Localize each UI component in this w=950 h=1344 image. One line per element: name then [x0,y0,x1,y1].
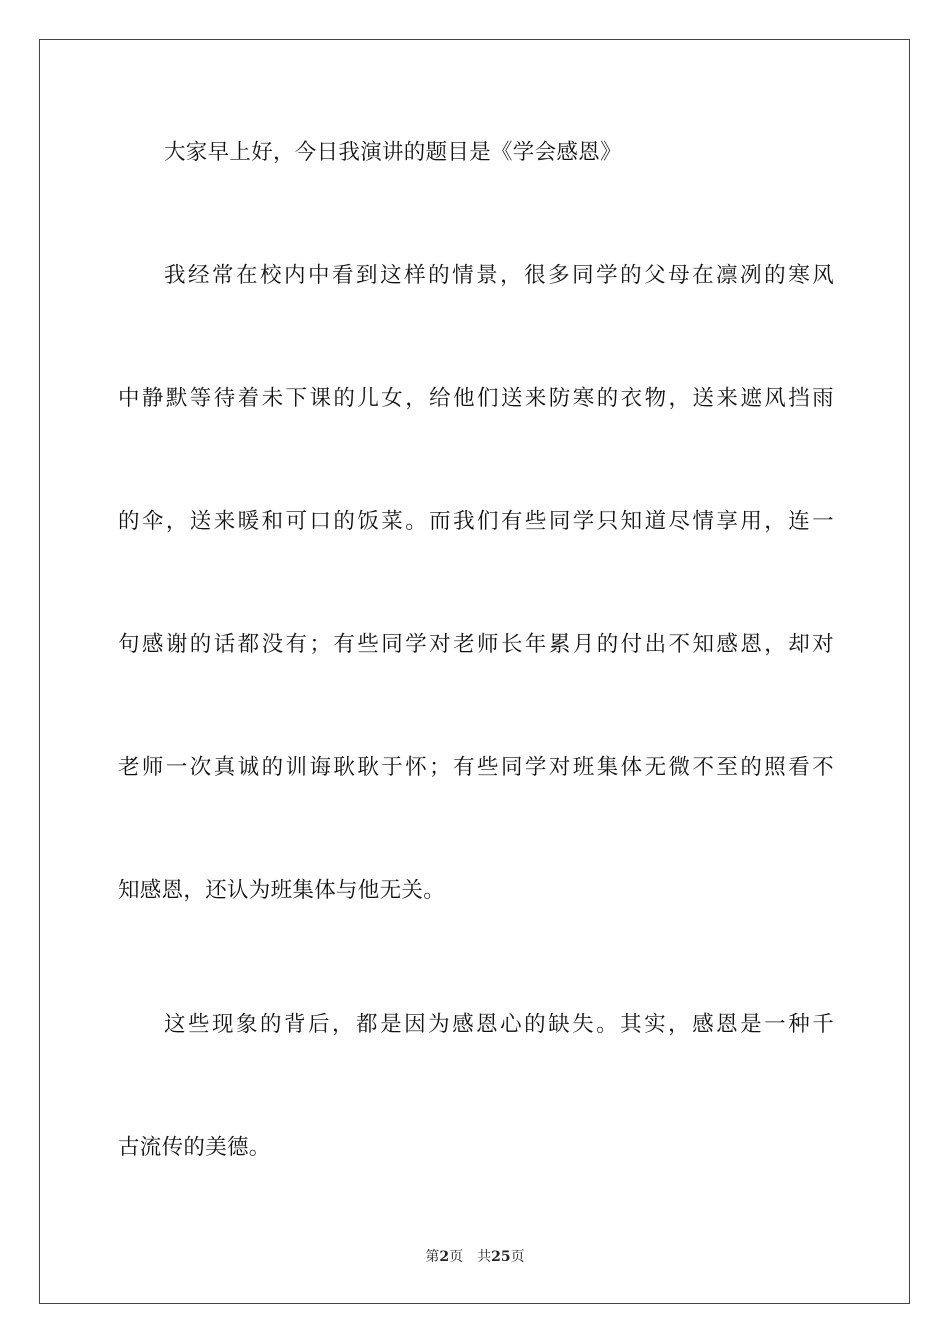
paragraph-2-line-5: 老师一次真诚的训诲耿耿于怀；有些同学对班集体无微不至的照看不 [118,755,834,780]
paragraph-1-line-1: 大家早上好，今日我演讲的题目是《学会感恩》 [164,140,622,165]
paragraph-2-line-1: 我经常在校内中看到这样的情景，很多同学的父母在凛冽的寒风 [164,263,834,288]
paragraph-2-line-3: 的伞，送来暖和可口的饭菜。而我们有些同学只知道尽情享用，连一 [118,509,834,534]
page-frame [39,39,910,1304]
paragraph-2-line-2: 中静默等待着未下课的儿女，给他们送来防寒的衣物，送来遮风挡雨 [118,386,834,411]
page-footer [0,1247,950,1267]
paragraph-3-line-2: 古流传的美德。 [118,1135,271,1160]
paragraph-2-line-6: 知感恩，还认为班集体与他无关。 [118,878,446,903]
paragraph-3-line-1: 这些现象的背后，都是因为感恩心的缺失。其实，感恩是一种千 [164,1012,834,1037]
total-pages-label: 共25页 [477,1249,525,1265]
page-number-label: 第2页 [425,1249,464,1265]
paragraph-2-line-4: 句感谢的话都没有；有些同学对老师长年累月的付出不知感恩，却对 [118,632,834,657]
